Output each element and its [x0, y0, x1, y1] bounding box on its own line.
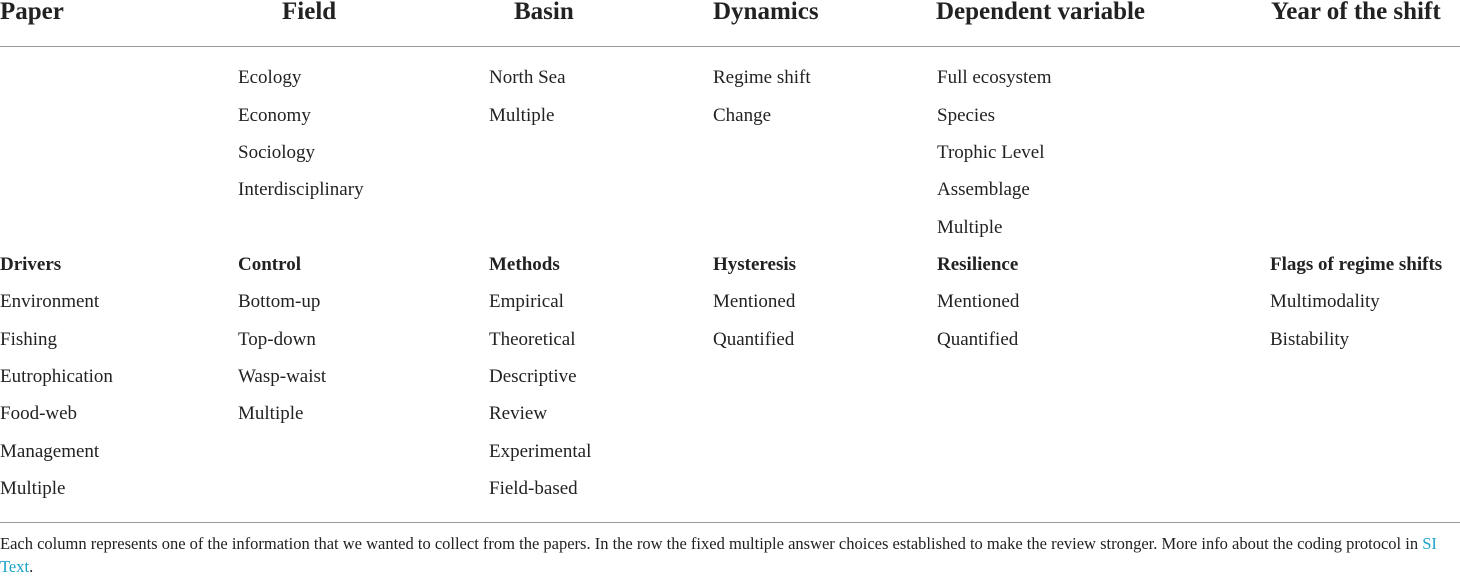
table-cell: Interdisciplinary	[238, 179, 364, 200]
table-cell: Species	[937, 105, 996, 126]
table-cell: Change	[713, 105, 772, 126]
header-basin: Basin	[514, 0, 574, 25]
table-cell: Management	[0, 441, 100, 462]
section-title-methods: Methods	[489, 254, 560, 275]
table-cell: Eutrophication	[0, 366, 113, 387]
table-cell: Full ecosystem	[937, 67, 1052, 88]
table-cell: Mentioned	[937, 291, 1020, 312]
table-cell: Environment	[0, 291, 100, 312]
table-cell: Quantified	[713, 329, 795, 350]
table-cell: Economy	[238, 105, 311, 126]
table-cell: Experimental	[489, 441, 592, 462]
section-title-hysteresis: Hysteresis	[713, 254, 797, 275]
table-cell: Food-web	[0, 403, 78, 424]
header-year-of-shift: Year of the shift	[1271, 0, 1441, 25]
table-cell: Multiple	[0, 478, 66, 499]
footnote-text: Each column represents one of the information that we wanted to collect from the papers. In the row the fixed multiple answer choices established to make the review stronger. More info about the coding protocol in	[0, 534, 1423, 553]
table-cell: Top-down	[238, 329, 316, 350]
footnote-period: .	[29, 557, 34, 576]
table-cell: Field-based	[489, 478, 578, 499]
header-dependent-variable: Dependent variable	[936, 0, 1146, 25]
header-dynamics: Dynamics	[713, 0, 819, 25]
table-footnote	[0, 532, 1460, 578]
table-bottom-rule	[0, 522, 1460, 523]
section-title-resilience: Resilience	[937, 254, 1019, 275]
table-cell: Bottom-up	[238, 291, 321, 312]
table-cell: Mentioned	[713, 291, 796, 312]
table-cell: Multiple	[238, 403, 304, 424]
section-title-drivers: Drivers	[0, 254, 62, 275]
header-divider	[0, 46, 1460, 47]
table-cell: Trophic Level	[937, 142, 1045, 163]
table-cell: Fishing	[0, 329, 58, 350]
section-title-control: Control	[238, 254, 301, 275]
table-cell: Theoretical	[489, 329, 576, 350]
table-cell: Bistability	[1270, 329, 1350, 350]
table-cell: Wasp-waist	[238, 366, 327, 387]
table-cell: Ecology	[238, 67, 302, 88]
table-cell: Regime shift	[713, 67, 811, 88]
si-text-link[interactable]: SI Text	[0, 534, 1437, 576]
table-cell: Descriptive	[489, 366, 577, 387]
header-field: Field	[282, 0, 337, 25]
table-cell: Quantified	[937, 329, 1019, 350]
table-cell: Sociology	[238, 142, 316, 163]
table-cell: Multiple	[937, 217, 1003, 238]
table-cell: Empirical	[489, 291, 564, 312]
table-cell: Review	[489, 403, 548, 424]
header-paper: Paper	[0, 0, 64, 25]
table-cell: North Sea	[489, 67, 566, 88]
section-title-flags: Flags of regime shifts	[1270, 254, 1443, 275]
table-cell: Assemblage	[937, 179, 1030, 200]
table-cell: Multimodality	[1270, 291, 1380, 312]
table-cell: Multiple	[489, 105, 555, 126]
